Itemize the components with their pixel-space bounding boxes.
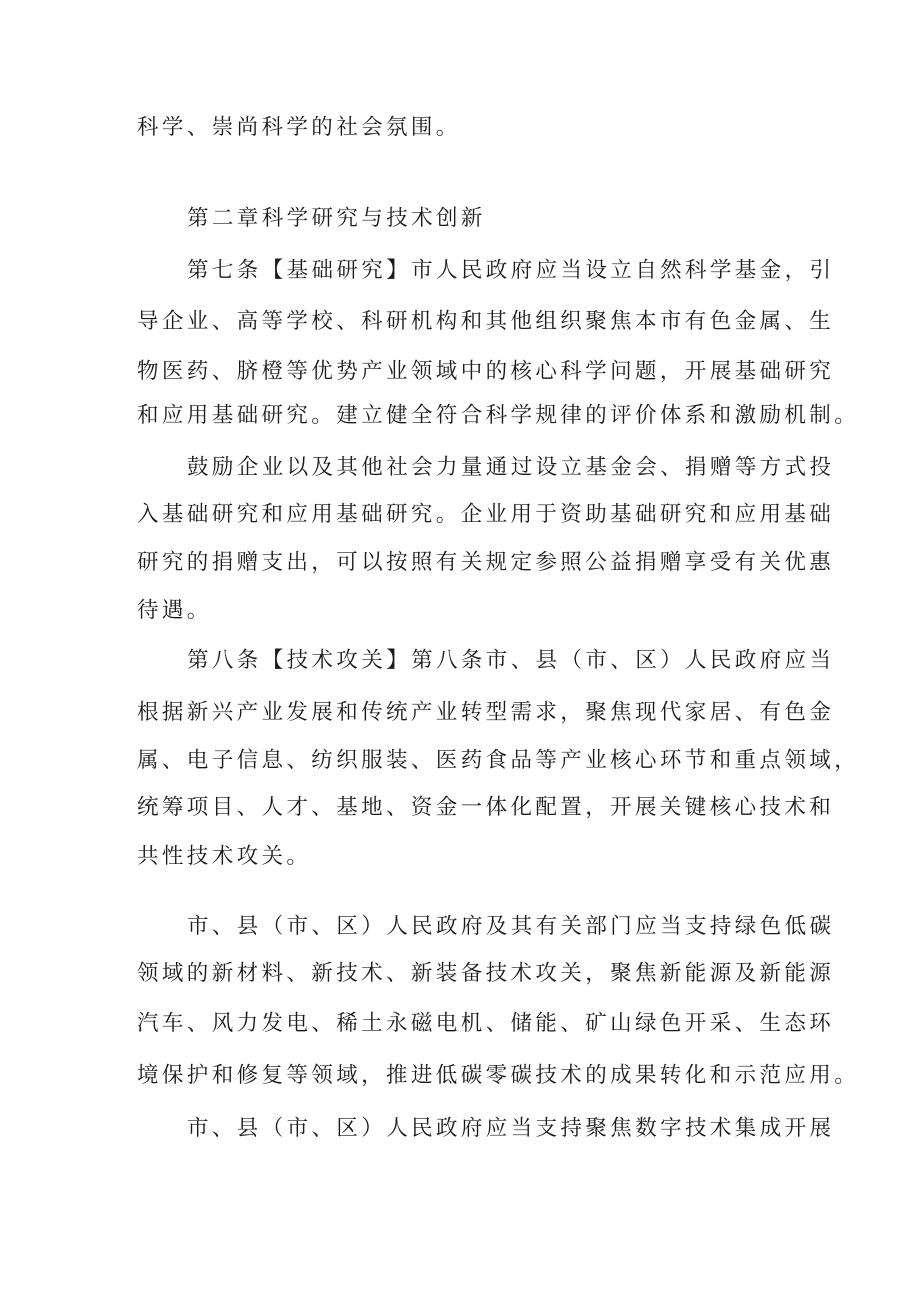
text-line: 研究的捐赠支出，可以按照有关规定参照公益捐赠享受有关优惠 <box>137 550 835 575</box>
text-line: 物医药、脐橙等优势产业领域中的核心科学问题，开展基础研究 <box>137 359 835 384</box>
text-line: 统筹项目、人才、基地、资金一体化配置，开展关键核心技术和 <box>137 795 835 820</box>
text-line: 市、县（市、区）人民政府应当支持聚焦数字技术集成开展 <box>187 1116 835 1141</box>
text-line: 属、电子信息、纺织服装、医药食品等产业核心环节和重点领域， <box>137 748 860 773</box>
text-line: 境保护和修复等领域，推进低碳零碳技术的成果转化和示范应用。 <box>137 1063 860 1088</box>
text-line: 市、县（市、区）人民政府及其有关部门应当支持绿色低碳 <box>187 914 835 939</box>
text-line: 入基础研究和应用基础研究。企业用于资助基础研究和应用基础 <box>137 502 835 527</box>
text-line: 领域的新材料、新技术、新装备技术攻关，聚焦新能源及新能源 <box>137 961 835 986</box>
text-line: 待遇。 <box>137 598 212 623</box>
chapter-heading: 第二章科学研究与技术创新 <box>187 206 486 231</box>
text-line: 科学、崇尚科学的社会氛围。 <box>137 115 461 140</box>
text-line: 第八条【技术攻关】第八条市、县（市、区）人民政府应当 <box>187 648 835 673</box>
text-line: 和应用基础研究。建立健全符合科学规律的评价体系和激励机制。 <box>137 403 860 428</box>
text-line: 第七条【基础研究】市人民政府应当设立自然科学基金，引 <box>187 258 835 283</box>
text-line: 鼓励企业以及其他社会力量通过设立基金会、捐赠等方式投 <box>187 455 835 480</box>
text-line: 导企业、高等学校、科研机构和其他组织聚焦本市有色金属、生 <box>137 309 835 334</box>
text-line: 根据新兴产业发展和传统产业转型需求，聚焦现代家居、有色金 <box>137 700 835 725</box>
text-line: 共性技术攻关。 <box>137 844 312 869</box>
text-line: 汽车、风力发电、稀土永磁电机、储能、矿山绿色开采、生态环 <box>137 1011 835 1036</box>
